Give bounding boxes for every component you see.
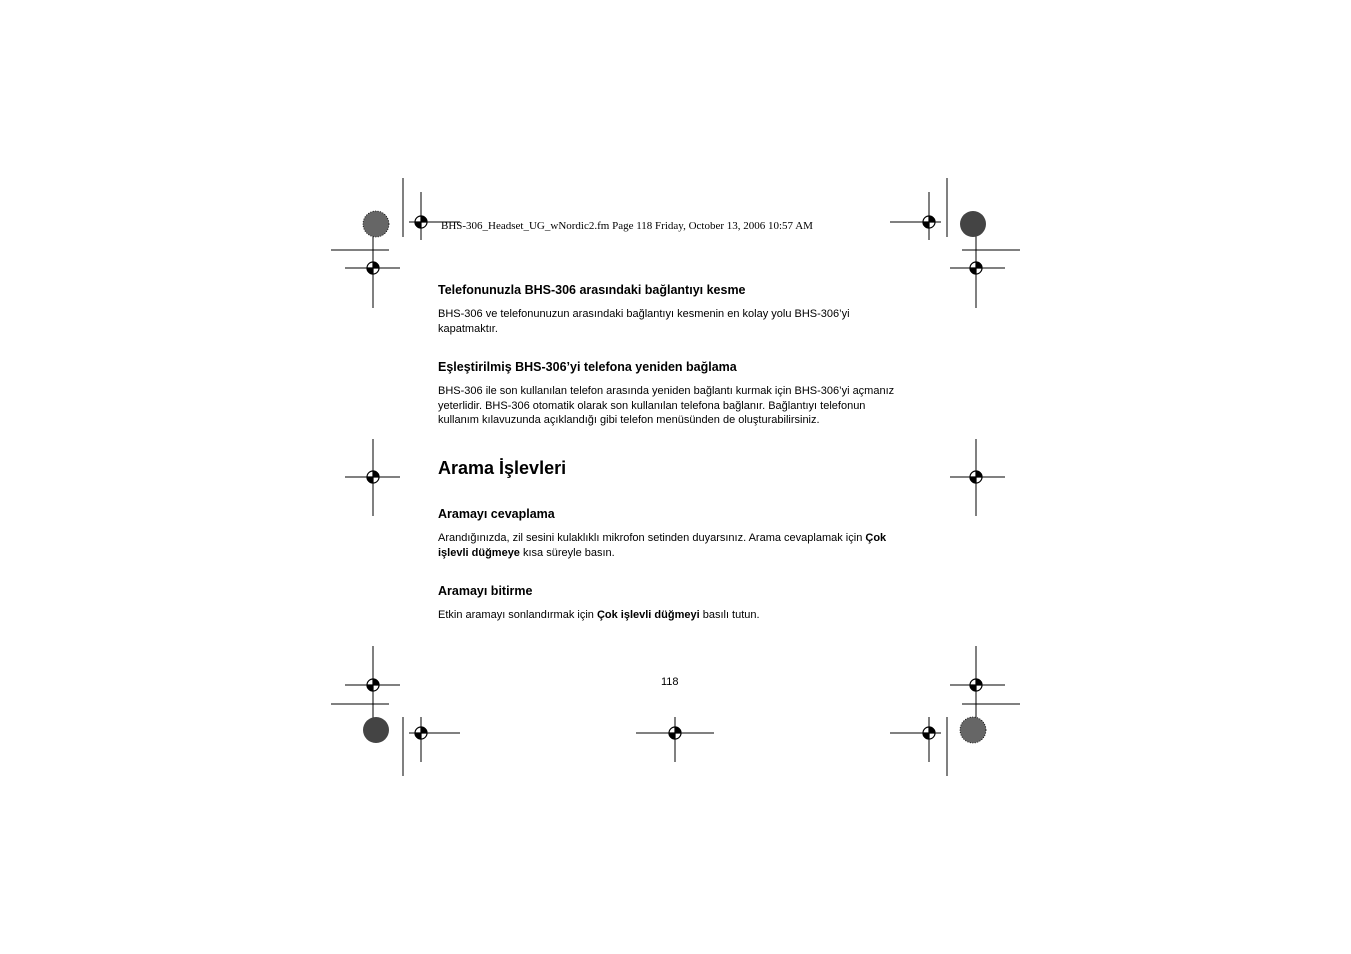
end-text-after: basılı tutun. <box>699 609 760 621</box>
answer-text-bold: Çok işlevli düğmeye <box>438 532 887 559</box>
end-text-before: Etkin aramayı sonlandırmak için <box>438 609 597 621</box>
end-text-bold: Çok işlevli düğmeyi <box>596 609 700 621</box>
section-text-end <box>438 608 908 623</box>
file-info-header: BHS-306_Headset_UG_wNordic2.fm Page 118 Friday, October 13, 2006 10:57 AM <box>441 220 813 232</box>
answer-text-before: Arandığınızda, zil sesini kulaklıklı mikrofon setinden duyarsınız. Arama cevaplamak için <box>438 532 866 544</box>
section-title-end: Aramayı bitirme <box>438 584 533 598</box>
section-text-reconnect: BHS-306 ile son kullanılan telefon arasında yeniden bağlantı kurmak için BHS-306’yi açmanız yeterlidir. BHS-306 otomatik olarak son kullanılan telefona bağlanır. Bağlantıyı telefonun kullanım kılavuzunda açıklandığı gibi telefon menüsünden de oluşturabilirsiniz. <box>438 385 895 426</box>
section-text-answer <box>438 531 908 560</box>
section-title-disconnect: Telefonunuzla BHS-306 arasındaki bağlantıyı kesme <box>438 283 746 297</box>
answer-text-after: kısa süreyle basın. <box>519 546 615 559</box>
section-title-reconnect: Eşleştirilmiş BHS-306’yi telefona yeniden bağlama <box>438 360 737 374</box>
chapter-title-call-functions: Arama İşlevleri <box>438 458 567 478</box>
page-number: 118 <box>661 676 679 688</box>
section-text-disconnect: BHS-306 ve telefonunuzun arasındaki bağlantıyı kesmenin en kolay yolu BHS-306’yi kapatmaktır. <box>438 308 850 335</box>
section-title-answer: Aramayı cevaplama <box>438 507 555 521</box>
